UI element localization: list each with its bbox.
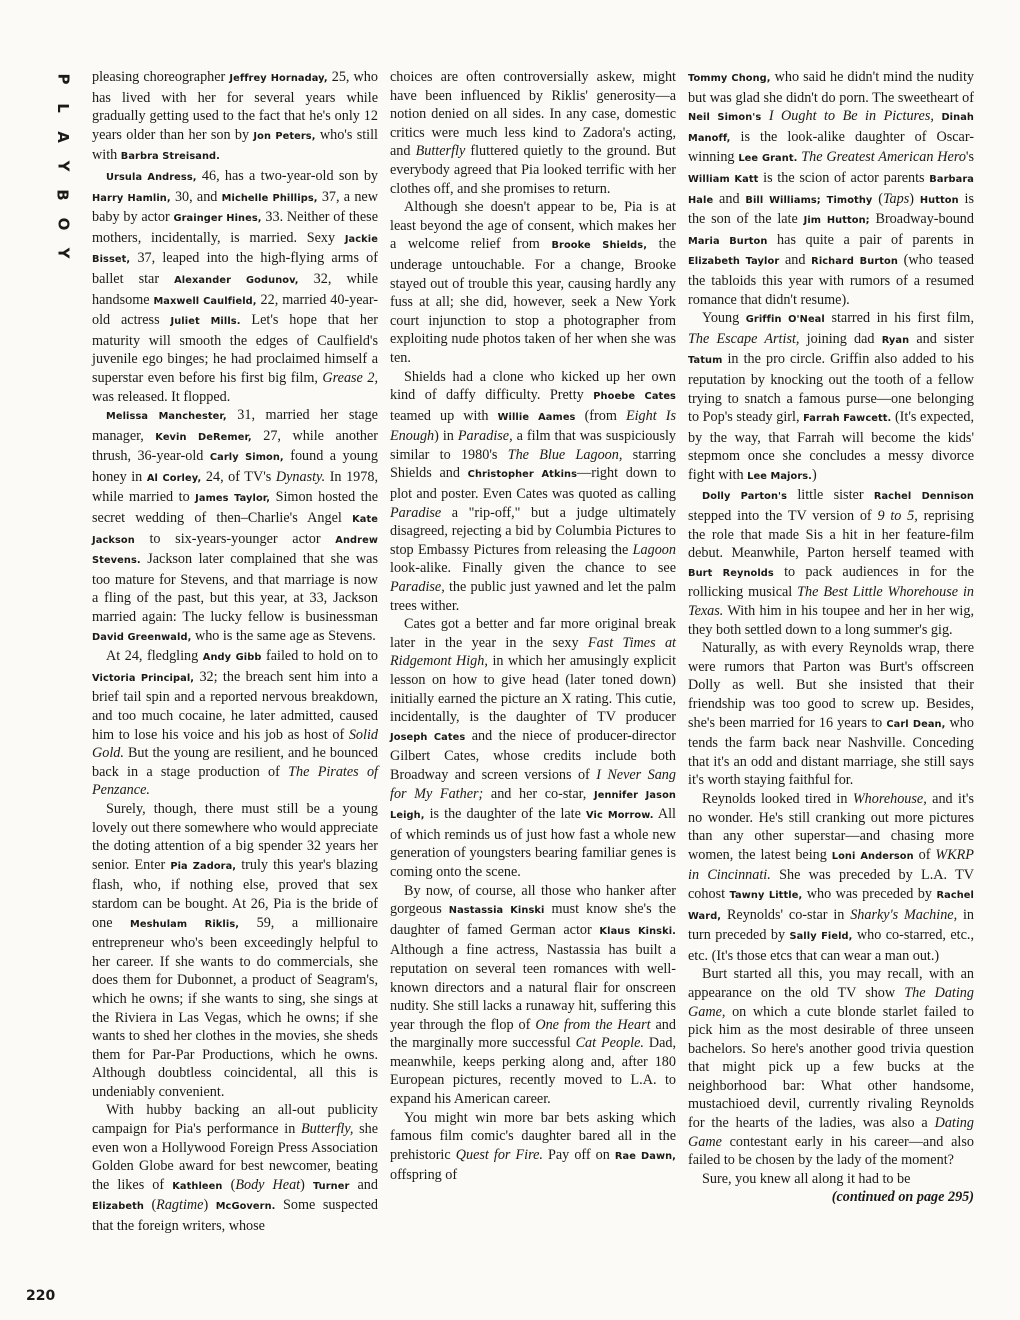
title-text: Whorehouse, [852, 790, 927, 807]
spine-letter: Y [54, 160, 72, 172]
person-name: Tawny Little, [729, 889, 803, 901]
body-text: and her co-star, [483, 785, 594, 802]
body-text: contestant early in his career—and also failed to be chosen by the lady of the moment? [688, 1133, 974, 1169]
title-text: Paradise, [457, 428, 513, 445]
body-text: choices are often controversially askew, might have been influenced by Riklis' generosity—a notion denied on all sides. In any case, domestic critics were much less kind to Zadora's acting, and [390, 69, 676, 160]
title-text: Sharky's Machine, [850, 906, 958, 923]
body-text: offspring of [390, 1167, 458, 1184]
body-text: She was preceded by L.A. TV cohost [688, 867, 975, 902]
body-text: who co-starred, etc., etc. (It's those etcs that can wear a man out.) [688, 927, 974, 964]
body-text: joining dad [799, 330, 882, 347]
body-text: ) [909, 190, 920, 207]
title-text: Solid Gold. [92, 726, 378, 762]
body-text: pleasing choreographer [92, 69, 230, 85]
person-name: Bill Williams; [745, 194, 821, 206]
body-text: on which a cute blonde starlet failed to pick him as the most desirable of three unseen bachelors. So here's another good trivia question that might pick up a few bucks at the neighborhood bar: What other handsome, mustachioed devil, currently rivaling Reynolds for the hearts of the ladies, was also a [688, 1003, 974, 1132]
continued-note: (continued on page 295) [831, 1189, 974, 1206]
body-text: (who teased the tabloids this year with rumors of a resumed romance that didn't resume). [688, 252, 974, 308]
body-text: reprising the role that made Sis a hit in her feature-film debut. Meanwhile, Parton herself teamed with [688, 508, 974, 562]
person-name: Ursula Andress, [106, 171, 197, 183]
body-text: failed to hold on to [261, 648, 378, 665]
paragraph [92, 1101, 378, 1235]
person-name: Nastassia Kinski [448, 905, 545, 917]
body-text: and [779, 252, 812, 269]
body-text: 30, and [170, 188, 222, 205]
paragraph [390, 882, 676, 1109]
body-text: teamed up with [390, 407, 498, 424]
body-text: Broadway-bound [869, 211, 974, 228]
paragraph [688, 309, 974, 486]
person-name: Timothy [826, 194, 873, 206]
paragraph [390, 1109, 676, 1185]
body-text: Let's hope that her maturity will smooth the edges of Caulfield's juvenile ego binges; he had proclaimed himself a superstar even before his first big film, [92, 312, 378, 386]
person-name: William Katt [688, 173, 759, 185]
body-text: Dad, meanwhile, keeps perking along and, after 180 European pictures, recently moved to L.A. to expand his American career. [390, 1035, 677, 1108]
body-text: of [913, 846, 936, 863]
body-text: who is the same age as Stevens. [191, 627, 376, 644]
person-name: Andrew Stevens. [92, 534, 378, 567]
paragraph [92, 800, 378, 1102]
person-name: Burt Reynolds [688, 567, 774, 579]
title-text: Paradise, [390, 579, 445, 596]
title-text: The Best Little Whorehouse in Texas. [688, 584, 974, 620]
body-text: who said he didn't mind the nudity but was glad she didn't do porn. The sweetheart of [688, 69, 974, 106]
person-name: Meshulam Riklis, [130, 918, 240, 930]
title-text: Dating Game [688, 1115, 974, 1150]
body-text: stepped into the TV version of [688, 508, 878, 525]
person-name: Tatum [688, 355, 723, 367]
spine-letter: Y [54, 247, 72, 259]
body-text: Reynolds looked tired in [702, 790, 853, 807]
paragraph [92, 647, 378, 800]
body-text: is the scion of actor parents [758, 169, 930, 186]
body-text: Cates got a better and far more original break later in the year in the sexy [390, 616, 676, 651]
body-text: found a young honey in [92, 448, 378, 485]
body-text: ) in [434, 428, 458, 445]
person-name: Tommy Chong, [688, 73, 771, 84]
paragraph [688, 1170, 974, 1189]
person-name: Kathleen [172, 1180, 223, 1192]
title-text: Quest for Fire. [455, 1146, 543, 1163]
body-text: must know she's the daughter of famed German actor [390, 901, 676, 938]
body-text: At 24, fledgling [106, 648, 203, 665]
body-text: is the look-alike daughter of Oscar-winning [688, 128, 974, 166]
title-text: Paradise [390, 504, 442, 521]
body-text: 27, while another thrush, 36-year-old [92, 427, 378, 465]
person-name: Willie Aames [497, 411, 576, 423]
title-text: WKRP in Cincinnati. [688, 846, 974, 884]
body-text: Jackson later complained that she was too mature for Stevens, and that marriage is now a fling of the past, but this year, at 33, Jackson married again: The lucky fellow is businessman [92, 551, 378, 626]
title-text: Body Heat [235, 1176, 301, 1193]
title-text: The Greatest American Hero [801, 149, 966, 166]
body-text: Shields had a clone who kicked up her own kind of daffy difficulty. Pretty [390, 368, 676, 404]
body-text: in the pro circle. Griffin also added to his reputation by knocking out the tooth of a fellow trying to snatch a famous purse—one belonging to Pop's steady girl, [688, 351, 974, 426]
person-name: Elizabeth Taylor [688, 256, 780, 268]
person-name: Farrah Fawcett. [803, 413, 892, 425]
body-text: 22, married 40-year-old actress [92, 291, 378, 329]
person-name: Vic Morrow. [585, 810, 654, 822]
person-name: David Greenwald, [92, 631, 192, 643]
body-text: in turn preceded by [688, 906, 974, 944]
person-name: Jim Hutton; [803, 215, 870, 227]
body-text: But the young are resilient, and he bounced back in a stage production of [92, 745, 378, 780]
body-text: and sister [909, 330, 974, 347]
person-name: Hutton [919, 194, 959, 206]
title-text: The Escape Artist, [688, 330, 800, 347]
person-name: Dolly Parton's [702, 491, 788, 503]
person-name: Kevin DeRemer, [155, 431, 252, 443]
spine-letter: L [54, 103, 72, 113]
body-text: —right down to plot and poster. Even Cates was quoted as calling [390, 465, 676, 503]
body-text: 37, a new baby by actor [92, 188, 378, 226]
body-text: ( [222, 1176, 236, 1193]
title-text: Ragtime [156, 1197, 204, 1214]
title-text: I Ought to Be in Pictures, [768, 108, 934, 125]
person-name: Andy Gibb [202, 652, 262, 664]
title-text: One from the Heart [535, 1016, 651, 1033]
person-name: Elizabeth [92, 1201, 144, 1213]
title-text: I Never Sang for My Father; [390, 766, 676, 802]
person-name: Richard Burton [811, 256, 898, 268]
body-text: 32, while handsome [92, 270, 378, 308]
person-name: Rachel Ward, [688, 889, 975, 922]
person-name: Joseph Cates [390, 731, 466, 743]
person-name: Rachel Dennison [873, 491, 974, 503]
paragraph [92, 167, 378, 406]
column-2 [390, 68, 676, 1185]
title-text: The Blue Lagoon, [507, 446, 623, 463]
body-text: 59, a millionaire entrepreneur who's been exceedingly helpful to her career. If she wants to do commercials, she does them for Dubonnet, a product of Seagram's, which he owns; if she wants to sing, she sings at the Riviera in Las Vegas, which he owns; if she wants to shed her clothes in the movies, she sheds them for Par-Par Productions, which he owns. Although doubtless coincidental, all this is undeniably convenient. [92, 914, 378, 1100]
paragraph [688, 486, 974, 639]
body-text: fluttered quietly to the ground. But everybody agreed that Pia looked terrific with her clothes off, and she promises to return. [390, 143, 676, 197]
body-text [761, 108, 769, 124]
body-text: truly this year's blazing flash, who, if nothing else, proved that sex stardom can be bought. At 26, Pia is the bride of one [92, 856, 378, 931]
body-text: By now, of course, all those who hanker after gorgeous [390, 882, 676, 918]
body-text: Burt started all this, you may recall, with an appearance on the old TV show [688, 966, 974, 1001]
body-text: In 1978, while married to [92, 468, 378, 506]
body-text: was released. It flopped. [92, 388, 231, 405]
body-text: little sister [787, 487, 874, 504]
person-name: Brooke Shields, [551, 240, 648, 252]
paragraph [390, 198, 676, 367]
person-name: Lee Grant. [738, 153, 798, 165]
spine-letter: B [54, 189, 72, 201]
person-name: Loni Anderson [831, 850, 914, 862]
paragraph [390, 68, 676, 198]
body-text: Naturally, as with every Reynolds wrap, there were rumors that Parton was Burt's offscreen Dolly as well. But she insisted that their friendship was too good to screw up. Besides, she's been married for 16 years to [688, 640, 974, 731]
body-text: starred in his first film, [824, 310, 974, 327]
body-text: Surely, though, there must still be a young lovely out there somewhere who would appreciate the doting attention of a big spender 32 years her senior. Enter [92, 800, 379, 873]
body-text: who was preceded by [802, 885, 937, 902]
paragraph [688, 790, 974, 965]
title-text: Butterfly [415, 143, 466, 160]
spine-letter: P [54, 73, 72, 85]
paragraph [390, 368, 676, 616]
title-text: Grease 2, [322, 369, 378, 386]
body-text: (from [575, 407, 626, 424]
body-text: and [713, 190, 746, 207]
body-text: Pay off on [542, 1146, 615, 1163]
person-name: Ryan [881, 334, 910, 346]
person-name: Lee Majors. [747, 470, 813, 482]
body-text: a "rip-off," but a judge ultimately disagreed, rejecting a bid by Columbia Pictures to stop Embassy Pictures from releasing the [390, 504, 676, 558]
body-text: 32; the breach sent him into a brief tail spin and a reported nervous breakdown, and too much cocaine, he later admitted, caused him to lose his voice and his job as host of [92, 668, 378, 743]
body-text: look-alike. Finally given the chance to see [390, 560, 676, 577]
column-1 [92, 68, 378, 1236]
body-text: (It's expected, by the way, that Farrah will become the kids' stepmom once she concludes a messy divorce fight with [688, 409, 974, 483]
person-name: Sally Field, [789, 931, 853, 943]
body-text: who's still with [92, 126, 378, 164]
person-name: Klaus Kinski. [599, 925, 676, 937]
person-name: Phoebe Cates [593, 391, 676, 403]
body-text: to six-years-younger actor [134, 530, 336, 547]
person-name: James Taylor, [195, 493, 271, 505]
person-name: Juliet Mills. [170, 316, 241, 328]
body-text: ) [300, 1176, 313, 1193]
person-name: Jeffrey Hornaday, [229, 73, 328, 84]
body-text: the underage untouchable. For a change, Brooke stayed out of trouble this year, causing hardly any fuss at all; she did, however, seek a New York court injunction to stop a photographer from exploiting nude photos taken of her when she was ten. [390, 236, 676, 366]
body-text: All of which reminds us of just how fast a whole new generation of youngsters bearing familiar genes is coming onto the scene. [390, 806, 676, 880]
title-text: Fast Times at Ridgemont High, [390, 634, 677, 670]
person-name: Maxwell Caulfield, [153, 295, 257, 307]
paragraph [688, 965, 974, 1170]
body-text: who tends the farm back near Nashville. Conceding that it's an odd and distant marriage, she still says it's worth staying faithful for. [688, 714, 974, 789]
title-text: Taps [882, 190, 910, 207]
title-text: Eight Is Enough [390, 407, 677, 445]
title-text: The Pirates of Penzance. [92, 763, 378, 799]
body-text: 's [965, 149, 974, 166]
person-name: Al Corley, [146, 472, 202, 484]
body-text: You might win more bar bets asking which famous film comic's daughter bared all in the prehistoric [390, 1109, 676, 1163]
body-text: ( [872, 190, 883, 207]
title-text: Cat People. [575, 1035, 644, 1052]
person-name: Barbara Hale [688, 173, 974, 206]
person-name: Grainger Hines, [173, 213, 262, 225]
body-text: ( [143, 1197, 157, 1214]
title-text: Lagoon [632, 541, 676, 558]
body-text: Some suspected that the foreign writers, whose [92, 1197, 378, 1235]
title-text: 9 to 5, [877, 508, 918, 525]
body-text: starring Shields and [390, 446, 677, 482]
spine-letter: A [53, 131, 72, 143]
body-text: Although a fine actress, Nastassia has built a reputation on several teen romances with well-known directors and a natural flair for onscreen nudity. She still lacks a runaway hit, suffering this year through the flop of [390, 942, 676, 1033]
magazine-spine-logo [52, 68, 74, 264]
person-name: Carl Dean, [886, 718, 946, 730]
person-name: Barbra Streisand. [120, 151, 220, 163]
body-text: has quite a pair of parents in [767, 231, 974, 248]
body-text: is the son of the late [688, 190, 974, 228]
body-text: in which her amusingly explicit lesson on how to give head (later toned down) initially earned the picture an X rating. This cutie, incidentally, is the daughter of TV producer [390, 653, 677, 726]
page-number: 220 [26, 1288, 56, 1304]
column-3 [688, 68, 974, 1207]
paragraph [688, 68, 974, 309]
body-text: 46, has a two-year-old son by [196, 167, 379, 184]
body-text: 31, married her stage manager, [92, 407, 378, 444]
paragraph [92, 68, 378, 167]
body-text: and the marginally more successful [390, 1016, 676, 1052]
body-text: Young [702, 310, 746, 327]
person-name: Turner [312, 1180, 350, 1192]
person-name: Jennifer Jason Leigh, [390, 789, 676, 822]
body-text: Sure, you knew all along it had to be [702, 1170, 911, 1187]
person-name: Dinah Manoff, [688, 112, 974, 144]
person-name: Michelle Phillips, [221, 192, 318, 204]
person-name: Christopher Atkins [467, 469, 578, 481]
body-text: 37, leaped into the high-flying arms of ballet star [92, 250, 378, 287]
paragraph [390, 615, 676, 881]
body-text: ) [812, 466, 817, 483]
person-name: Jackie Bisset, [92, 233, 378, 266]
body-text: a film that was suspiciously similar to 1980's [390, 428, 677, 463]
person-name: Harry Hamlin, [92, 192, 171, 204]
body-text: With hubby backing an all-out publicity campaign for Pia's performance in [92, 1102, 378, 1138]
body-text: 24, of TV's [201, 468, 276, 485]
paragraph [92, 406, 378, 647]
person-name: McGovern. [215, 1201, 276, 1213]
body-text: to pack audiences in for the rollicking musical [688, 563, 974, 601]
body-text: is the daughter of the late [424, 806, 586, 823]
body-text: and [349, 1176, 378, 1193]
body-text: the public just yawned and let the palm trees wither. [390, 579, 676, 614]
body-text: and it's no wonder. He's still cranking out more pictures than any other superstar—and chasing more women, the latest being [688, 790, 974, 863]
person-name: Kate Jackson [92, 514, 378, 546]
person-name: Pia Zadora, [170, 860, 237, 872]
title-text: Butterfly, [301, 1121, 354, 1138]
body-text: ) [203, 1197, 216, 1214]
body-text: 33. Neither of these mothers, incidentally, is married. Sexy [92, 209, 378, 246]
spine-letter: O [53, 217, 72, 231]
person-name: Victoria Principal, [92, 672, 195, 684]
person-name: Carly Simon, [209, 452, 284, 464]
person-name: Melissa Manchester, [106, 411, 227, 423]
body-text: and the niece of producer-director Gilbert Cates, whose credits include both Broadway and screen versions of [390, 727, 676, 783]
body-text: Simon hosted the secret wedding of then–Charlie's Angel [92, 489, 379, 527]
body-text: Although she doesn't appear to be, Pia is at least beyond the age of consent, which makes her a welcome relief from [390, 199, 676, 253]
person-name: Maria Burton [688, 235, 768, 247]
person-name: Jon Peters, [253, 130, 316, 142]
body-text: she even won a Hollywood Foreign Press Association Golden Globe award for best newcomer, beating the likes of [92, 1121, 378, 1193]
body-text: 25, who has lived with her for several years while gradually getting used to the fact that he's only 12 years older than her son by [92, 69, 378, 143]
person-name: Alexander Godunov, [174, 274, 299, 286]
paragraph [688, 639, 974, 790]
title-text: The Dating Game, [688, 984, 974, 1020]
body-text: Reynolds' co-star in [721, 906, 851, 923]
person-name: Griffin O'Neal [745, 314, 825, 326]
person-name: Neil Simon's [688, 112, 762, 124]
person-name: Rae Dawn, [614, 1150, 676, 1162]
body-text: With him in his toupee and her in her wig, they both settled down to a long summer's gig. [688, 603, 974, 638]
title-text: Dynasty. [275, 468, 326, 485]
